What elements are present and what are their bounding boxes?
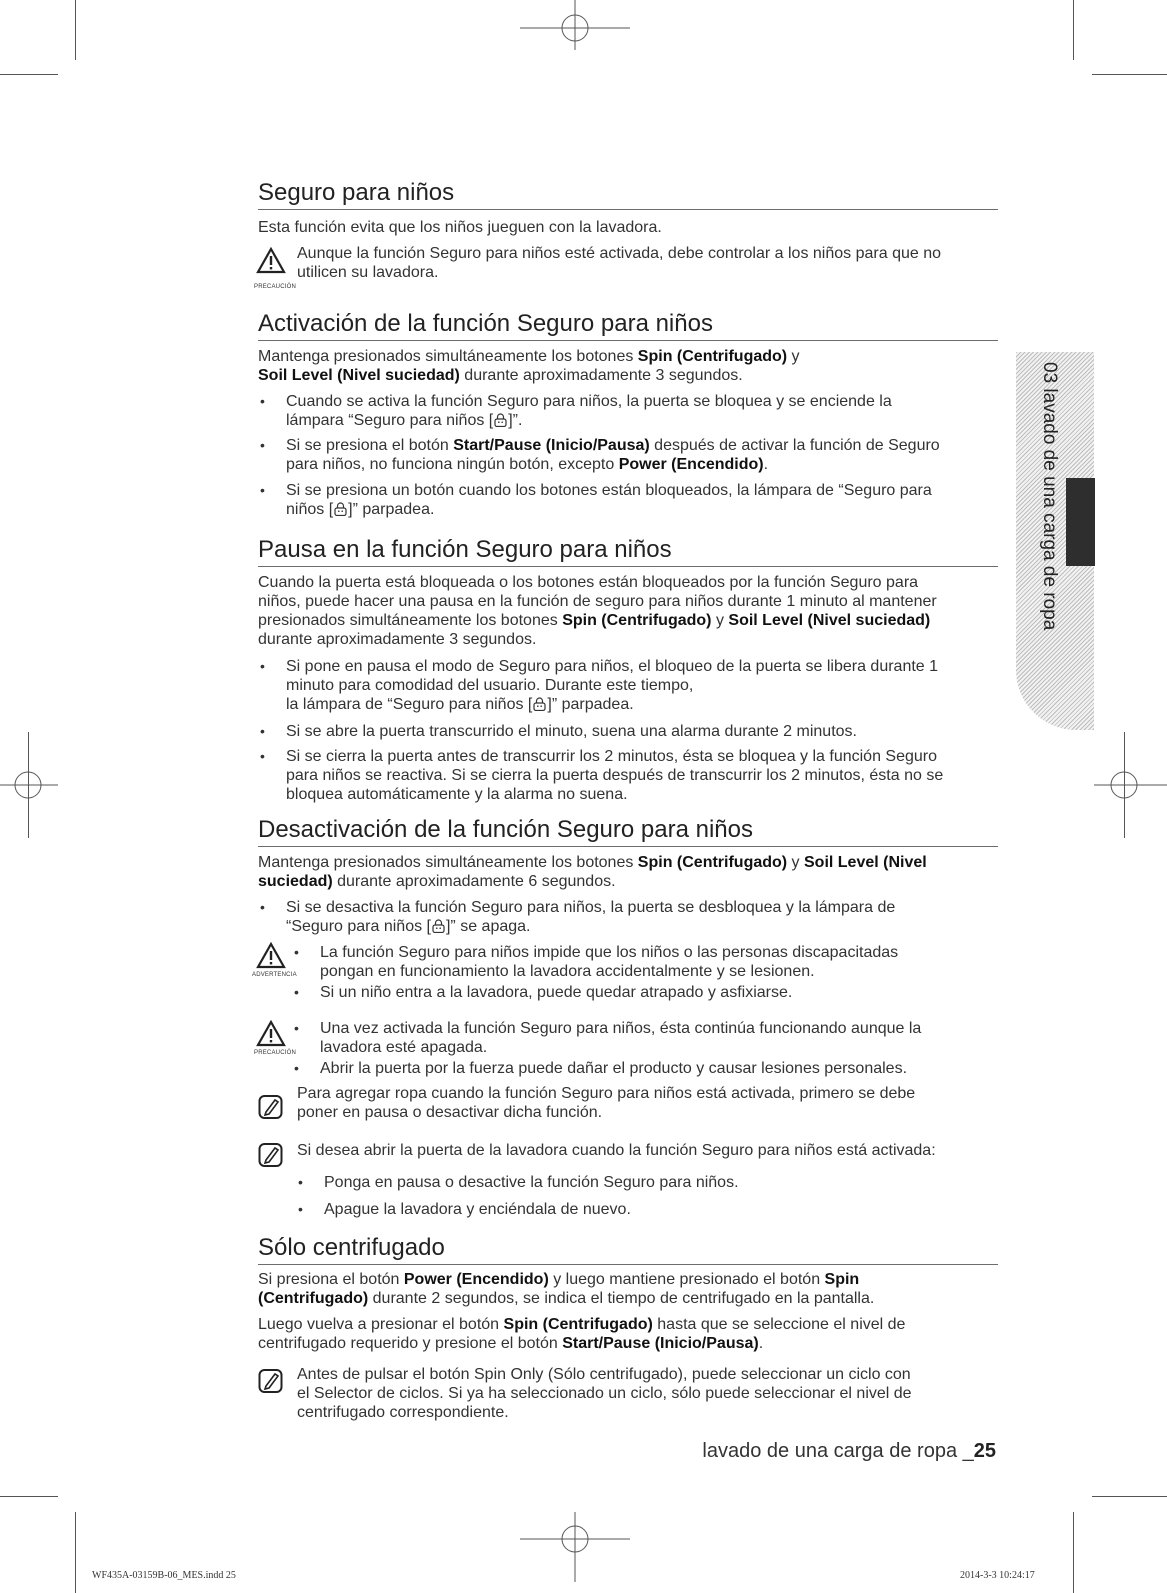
list-item xyxy=(258,392,1000,430)
text: Cuando se activa la función Seguro para niños, la puerta se bloquea y se enciende la xyxy=(286,393,892,410)
page-footer xyxy=(700,1440,996,1463)
crop-mark xyxy=(1092,74,1167,75)
registration-mark-right xyxy=(1094,755,1167,815)
caution-icon xyxy=(256,247,286,275)
spin-button-name: Spin (Centrifugado) xyxy=(503,1316,653,1333)
list-item: • Si se abre la puerta transcurrido el minuto, suena una alarma durante 2 minutos. xyxy=(258,722,1000,741)
section-title-seguro-para-ninos: Seguro para niños xyxy=(258,178,998,210)
chapter-side-tab-label: 03 lavado de una carga de ropa xyxy=(1039,362,1060,631)
child-lock-icon xyxy=(493,413,508,427)
text: Antes de pulsar el botón Spin Only (Sólo centrifugado), puede seleccionar un ciclo con xyxy=(297,1366,911,1383)
text: Si se presiona el botón xyxy=(286,437,454,454)
crop-mark xyxy=(1073,0,1074,60)
text: Si se desactiva la función Seguro para niños, la puerta se desbloquea y la lámpara de xyxy=(286,899,896,916)
list-item xyxy=(258,657,1000,714)
text: bloquea automáticamente y la alarma no suena. xyxy=(286,786,628,803)
note-icon xyxy=(258,1094,284,1120)
text: Cuando la puerta está bloqueada o los botones están bloqueados por la función Seguro para xyxy=(258,574,919,591)
caution-label: PRECAUCIÓN xyxy=(254,284,297,290)
registration-mark-left xyxy=(0,755,60,815)
text: Para agregar ropa cuando la función Seguro para niños está activada, primero se debe xyxy=(297,1085,916,1102)
caution-item xyxy=(292,1019,992,1057)
text: y luego mantiene presionado el botón xyxy=(548,1271,825,1288)
text: durante 2 segundos, se indica el tiempo de centrifugado en la pantalla. xyxy=(368,1290,875,1307)
spin-button-name: Spin (Centrifugado) xyxy=(562,612,712,629)
text: hasta que se seleccione el nivel de xyxy=(652,1316,906,1333)
text: Luego vuelva a presionar el botón xyxy=(258,1316,504,1333)
text: el Selector de ciclos. Si ya ha seleccionado un ciclo, sólo puede seleccionar el nivel de xyxy=(297,1385,912,1402)
warning-item xyxy=(292,943,992,981)
power-button-name: Power (Encendido) xyxy=(403,1271,549,1288)
text: después de activar la función de Seguro xyxy=(649,437,940,454)
crop-mark xyxy=(0,74,58,75)
list-item xyxy=(258,481,1000,519)
text: y xyxy=(711,612,729,629)
section-title-desactivacion: Desactivación de la función Seguro para niños xyxy=(258,815,998,847)
text: niños, puede hacer una pausa en la función de seguro para niños durante 1 minuto al mantener xyxy=(258,593,937,610)
spin-button-name: Spin xyxy=(824,1271,860,1288)
note-text: Si desea abrir la puerta de la lavadora cuando la función Seguro para niños está activada: xyxy=(297,1142,936,1159)
text: durante aproximadamente 6 segundos. xyxy=(332,873,616,890)
warning-icon xyxy=(256,942,286,970)
text: Mantenga presionados simultáneamente los botones xyxy=(258,348,638,365)
list-item xyxy=(258,898,1000,936)
text: Si se cierra la puerta antes de transcurrir los 2 minutos, ésta se bloquea y la función Seguro xyxy=(286,748,938,765)
child-lock-icon xyxy=(333,502,348,516)
text: presionados simultáneamente los botones xyxy=(258,612,563,629)
pausa-paragraph xyxy=(258,573,1000,649)
page-number: 25 xyxy=(973,1440,996,1462)
crop-mark xyxy=(75,0,76,60)
spin-button-name: Spin (Centrifugado) xyxy=(637,348,788,365)
text: Si pone en pausa el modo de Seguro para niños, el bloqueo de la puerta se libera durante 1 xyxy=(286,658,939,675)
caution-line: Aunque la función Seguro para niños esté activada, debe controlar a los niños para que no xyxy=(297,245,941,262)
registration-mark-bottom xyxy=(515,1512,635,1582)
list-item: • Ponga en pausa o desactive la función Seguro para niños. xyxy=(296,1173,996,1192)
print-file-name: WF435A-03159B-06_MES.indd 25 xyxy=(92,1570,236,1581)
caution-icon xyxy=(256,1020,286,1048)
text: y xyxy=(787,348,800,365)
spin-button-name: (Centrifugado) xyxy=(258,1290,369,1307)
caution-line: utilicen su lavadora. xyxy=(297,264,439,281)
text: pongan en funcionamiento la lavadora accidentalmente y se lesionen. xyxy=(320,963,815,980)
text: Mantenga presionados simultáneamente los botones xyxy=(258,854,638,871)
caution-label: PRECAUCIÓN xyxy=(254,1050,297,1056)
section-title-solo-centrifugado: Sólo centrifugado xyxy=(258,1233,998,1265)
caution-text xyxy=(297,244,997,282)
page-footer-label: lavado de una carga de ropa _ xyxy=(702,1440,974,1462)
child-lock-icon xyxy=(431,919,446,933)
text: ]”. xyxy=(508,412,523,429)
registration-mark-top xyxy=(515,0,635,60)
start-pause-button-name: Start/Pause (Inicio/Pausa) xyxy=(562,1335,759,1352)
text: minuto para comodidad del usuario. Durante este tiempo, xyxy=(286,677,694,694)
solo-centrifugado-paragraph xyxy=(258,1270,1000,1308)
spin-button-name: Spin (Centrifugado) xyxy=(637,854,788,871)
text: Si se presiona un botón cuando los botones están bloqueados, la lámpara de “Seguro para xyxy=(286,482,932,499)
text: ]” parpadea. xyxy=(348,501,435,518)
text: lámpara “Seguro para niños [ xyxy=(286,412,494,429)
text: Una vez activada la función Seguro para niños, ésta continúa funcionando aunque la xyxy=(320,1020,922,1037)
text: para niños se reactiva. Si se cierra la puerta después de transcurrir los 2 minutos, ésta no se xyxy=(286,767,944,784)
text: . xyxy=(763,456,769,473)
soil-level-button-name: suciedad) xyxy=(258,873,333,890)
note-text xyxy=(297,1365,997,1422)
crop-mark xyxy=(0,1496,58,1497)
warning-label: ADVERTENCIA xyxy=(252,972,297,978)
child-lock-icon xyxy=(532,697,547,711)
soil-level-button-name: Soil Level (Nivel suciedad) xyxy=(728,612,931,629)
section-intro: Esta función evita que los niños jueguen con la lavadora. xyxy=(258,219,662,236)
text: centrifugado correspondiente. xyxy=(297,1404,509,1421)
print-timestamp: 2014-3-3 10:24:17 xyxy=(960,1570,1035,1581)
power-button-name: Power (Encendido) xyxy=(618,456,764,473)
soil-level-button-name: Soil Level (Nivel suciedad) xyxy=(258,367,460,384)
text: la lámpara de “Seguro para niños [ xyxy=(286,696,533,713)
text: La función Seguro para niños impide que los niños o las personas discapacitadas xyxy=(320,944,899,961)
soil-level-button-name: Soil Level (Nivel xyxy=(804,854,927,871)
text: durante aproximadamente 3 segundos. xyxy=(258,631,537,648)
text: para niños, no funciona ningún botón, excepto xyxy=(286,456,619,473)
text: poner en pausa o desactivar dicha función. xyxy=(297,1104,603,1121)
text: ]” se apaga. xyxy=(445,918,531,935)
warning-item: • Si un niño entra a la lavadora, puede quedar atrapado y asfixiarse. xyxy=(292,983,992,1002)
text: niños [ xyxy=(286,501,334,518)
list-item: • Apague la lavadora y enciéndala de nuevo. xyxy=(296,1200,996,1219)
text: Si presiona el botón xyxy=(258,1271,404,1288)
crop-mark xyxy=(1073,1512,1074,1593)
text: durante aproximadamente 3 segundos. xyxy=(459,367,743,384)
text: . xyxy=(758,1335,764,1352)
text: “Seguro para niños [ xyxy=(286,918,431,935)
desactivacion-paragraph xyxy=(258,853,1000,891)
note-text xyxy=(297,1084,997,1122)
list-item xyxy=(258,436,1000,474)
text: ]” parpadea. xyxy=(547,696,634,713)
note-icon xyxy=(258,1142,284,1168)
note-icon xyxy=(258,1368,284,1394)
text: y xyxy=(787,854,804,871)
activacion-paragraph xyxy=(258,347,1000,385)
caution-item: • Abrir la puerta por la fuerza puede dañar el producto y causar lesiones personales. xyxy=(292,1059,992,1078)
solo-centrifugado-paragraph xyxy=(258,1315,1000,1353)
crop-mark xyxy=(75,1512,76,1593)
text: lavadora esté apagada. xyxy=(320,1039,488,1056)
list-item xyxy=(258,747,1000,804)
start-pause-button-name: Start/Pause (Inicio/Pausa) xyxy=(453,437,650,454)
section-title-activacion: Activación de la función Seguro para niños xyxy=(258,309,998,341)
section-title-pausa: Pausa en la función Seguro para niños xyxy=(258,535,998,567)
crop-mark xyxy=(1092,1496,1167,1497)
text: centrifugado requerido y presione el botón xyxy=(258,1335,563,1352)
